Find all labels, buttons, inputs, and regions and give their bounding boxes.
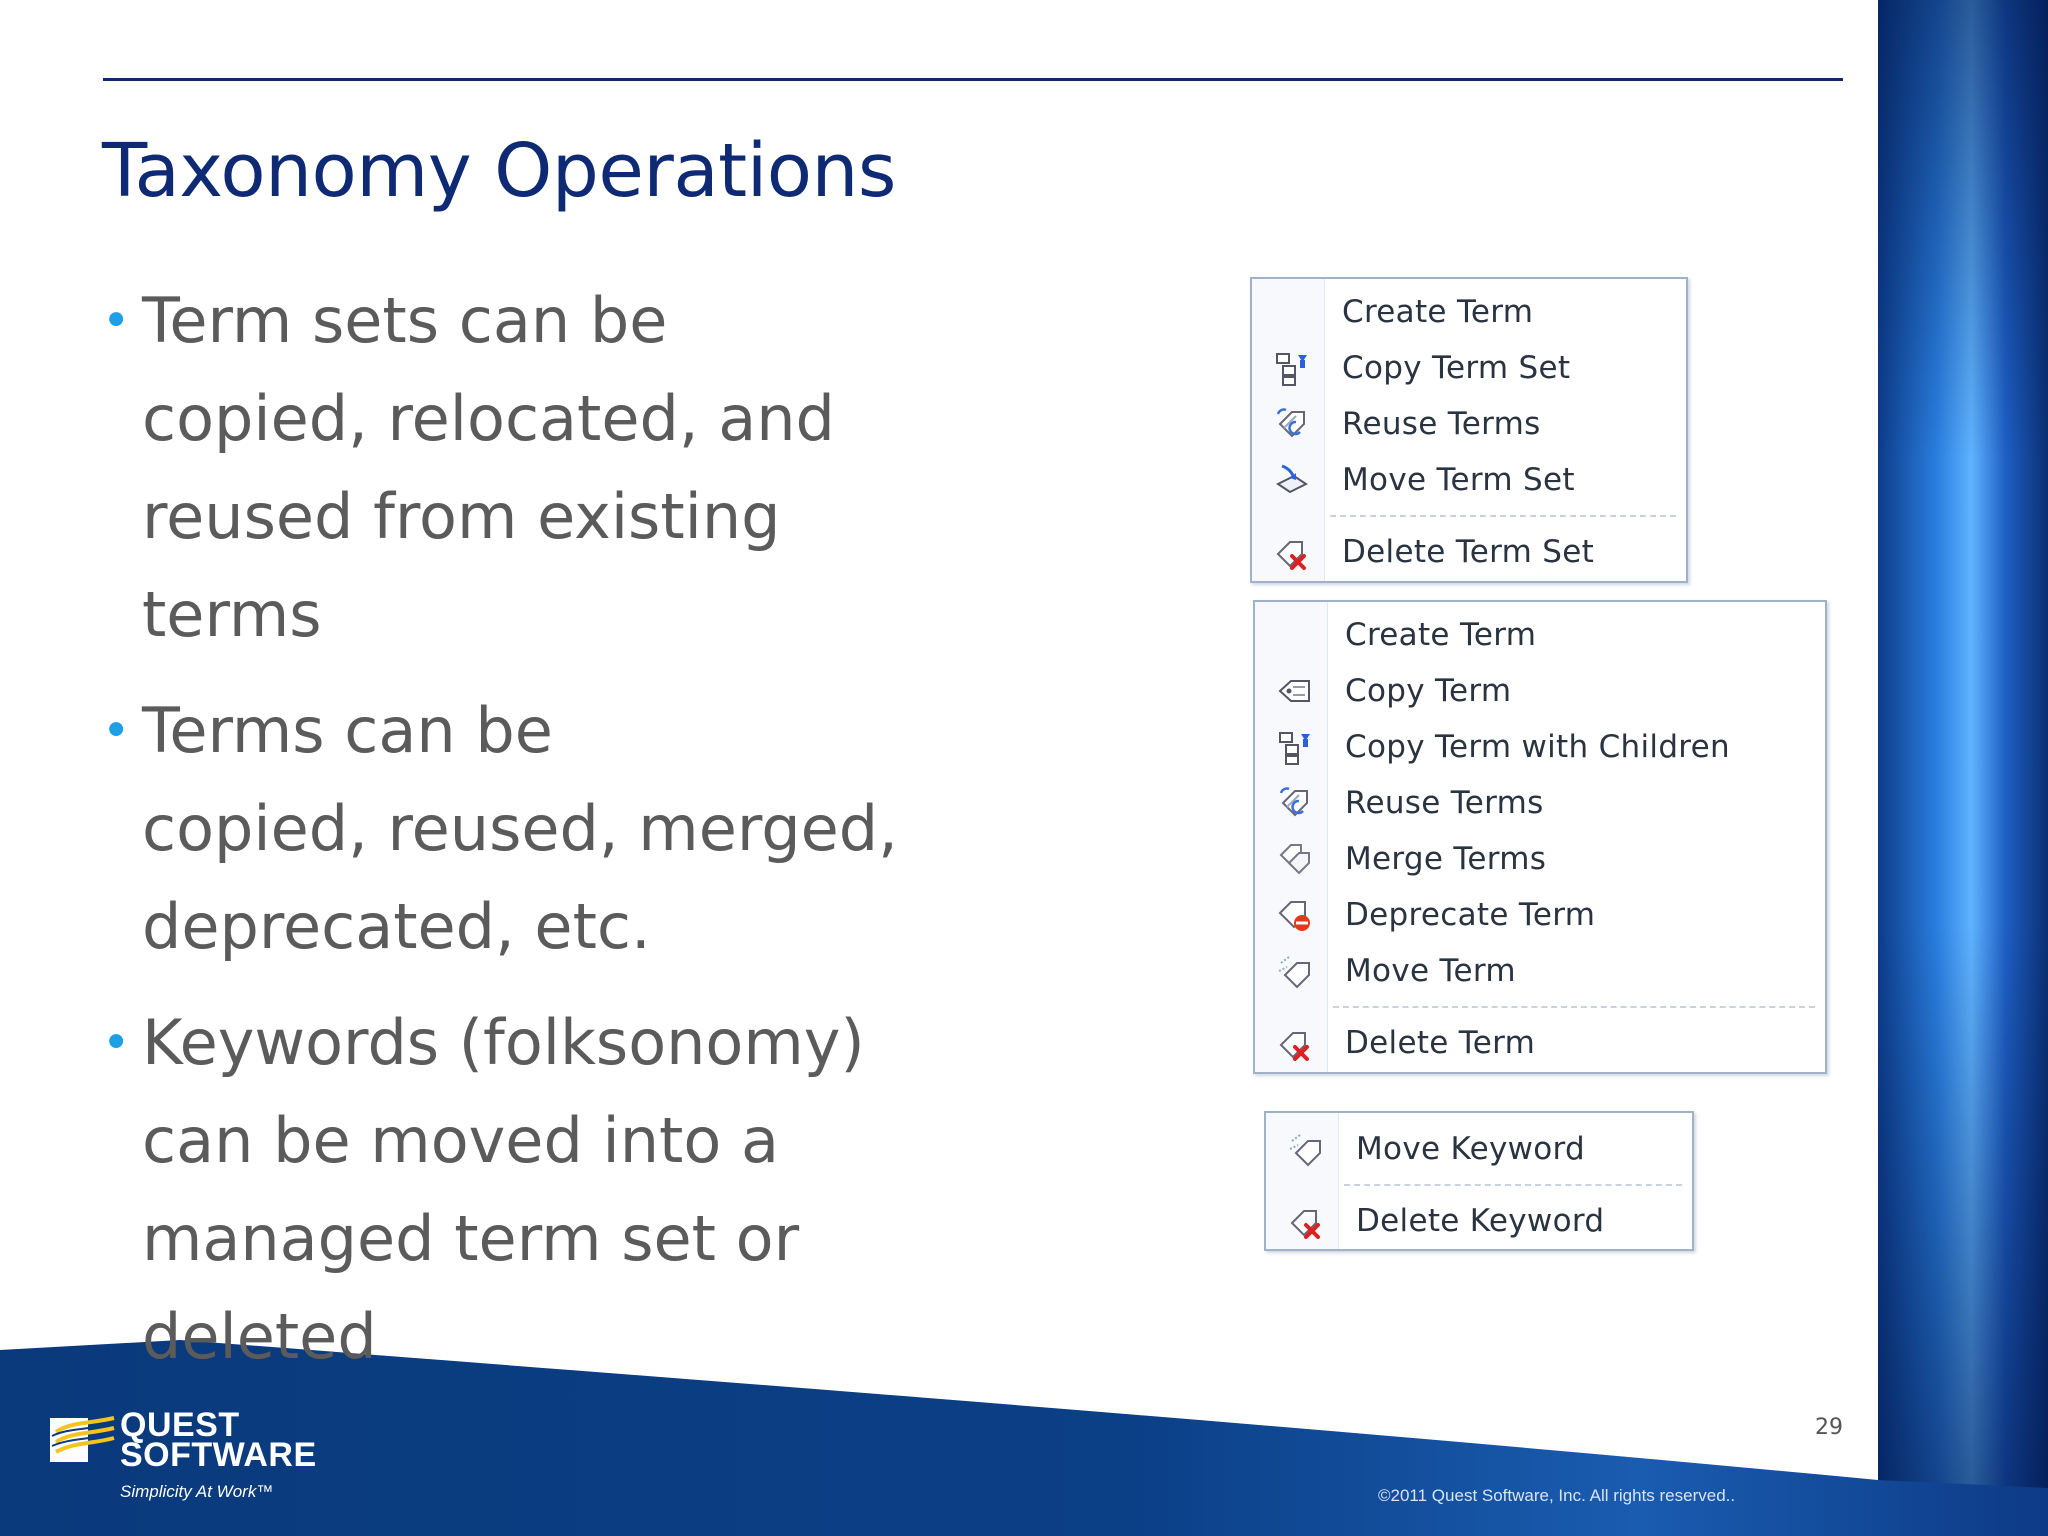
bullet-line: terms: [142, 578, 322, 651]
menu-item-create-term[interactable]: [1255, 607, 1825, 663]
menu-item-label: Copy Term Set: [1342, 350, 1571, 386]
move-term-set-icon: [1274, 462, 1310, 498]
menu-item-label: Reuse Terms: [1342, 406, 1541, 442]
menu-item-label: Move Term Set: [1342, 462, 1575, 498]
bullet-line: reused from existing: [142, 480, 781, 553]
menu-item-delete-term[interactable]: [1255, 1015, 1825, 1071]
page-number: 29: [1815, 1415, 1843, 1440]
right-decorative-band: [1878, 0, 2048, 1536]
bullet-line: Term sets can be: [142, 284, 668, 357]
bullet-line: deprecated, etc.: [142, 890, 651, 963]
menu-item-reuse-terms[interactable]: [1252, 396, 1686, 452]
bullet-line: Keywords (folksonomy): [142, 1006, 865, 1079]
term-context-menu: [1253, 600, 1827, 1074]
menu-item-label: Delete Term Set: [1342, 534, 1595, 570]
term-set-context-menu: [1250, 277, 1688, 583]
menu-item-move-term[interactable]: [1255, 943, 1825, 999]
quest-software-logo: [48, 1404, 368, 1514]
logo-tagline: Simplicity At Work™: [120, 1482, 274, 1501]
reuse-terms-icon: [1274, 406, 1310, 442]
delete-icon: [1277, 1025, 1313, 1061]
bullet-line: copied, relocated, and: [142, 382, 835, 455]
slide-title: Taxonomy Operations: [102, 128, 896, 214]
bullet-dot: •: [102, 703, 131, 759]
menu-item-create-term[interactable]: [1252, 284, 1686, 340]
delete-icon: [1288, 1203, 1324, 1239]
menu-item-label: Reuse Terms: [1345, 785, 1544, 821]
menu-item-merge-terms[interactable]: [1255, 831, 1825, 887]
copy-term-with-children-icon: [1277, 729, 1313, 765]
menu-separator: [1255, 999, 1825, 1015]
menu-item-label: Delete Term: [1345, 1025, 1536, 1061]
keyword-context-menu: [1264, 1111, 1694, 1251]
bullet-line: can be moved into a: [142, 1104, 779, 1177]
bullet-line: deleted: [142, 1300, 377, 1373]
menu-item-copy-term[interactable]: [1255, 663, 1825, 719]
bullet-line: Terms can be: [142, 694, 553, 767]
menu-item-copy-term-set[interactable]: [1252, 340, 1686, 396]
menu-item-copy-term-with-children[interactable]: [1255, 719, 1825, 775]
menu-item-label: Move Keyword: [1356, 1131, 1585, 1167]
merge-terms-icon: [1277, 841, 1313, 877]
menu-item-label: Copy Term: [1345, 673, 1512, 709]
move-keyword-icon: [1288, 1131, 1324, 1167]
deprecate-term-icon: [1277, 897, 1313, 933]
menu-item-deprecate-term[interactable]: [1255, 887, 1825, 943]
menu-item-label: Deprecate Term: [1345, 897, 1596, 933]
bullet-dot: •: [102, 293, 131, 349]
bullet-line: managed term set or: [142, 1202, 800, 1275]
move-term-icon: [1277, 953, 1313, 989]
copyright-notice: ©2011 Quest Software, Inc. All rights reserved..: [1378, 1486, 1736, 1505]
menu-item-label: Delete Keyword: [1356, 1203, 1605, 1239]
menu-item-label: Create Term: [1342, 294, 1534, 330]
title-rule: [103, 78, 1843, 81]
bullet-terms: [100, 682, 900, 976]
copy-term-set-icon: [1274, 350, 1310, 386]
bullet-list: [100, 272, 900, 1404]
menu-separator: [1266, 1177, 1692, 1193]
logo-line-2: SOFTWARE: [120, 1436, 317, 1474]
bullet-keywords: [100, 994, 900, 1386]
menu-item-delete-keyword[interactable]: [1266, 1193, 1692, 1249]
bullet-dot: •: [102, 1015, 131, 1071]
bullet-line: copied, reused, merged,: [142, 792, 898, 865]
menu-item-label: Create Term: [1345, 617, 1537, 653]
quest-logo-icon: [48, 1412, 118, 1472]
menu-item-label: Copy Term with Children: [1345, 729, 1730, 765]
bullet-term-sets: [100, 272, 900, 664]
menu-item-delete-term-set[interactable]: [1252, 524, 1686, 580]
reuse-terms-icon: [1277, 785, 1313, 821]
delete-icon: [1274, 534, 1310, 570]
menu-item-move-term-set[interactable]: [1252, 452, 1686, 508]
menu-item-reuse-terms[interactable]: [1255, 775, 1825, 831]
menu-separator: [1252, 508, 1686, 524]
copy-term-icon: [1277, 673, 1313, 709]
menu-item-move-keyword[interactable]: [1266, 1121, 1692, 1177]
menu-item-label: Merge Terms: [1345, 841, 1547, 877]
menu-item-label: Move Term: [1345, 953, 1516, 989]
logo-line-1: QUEST: [120, 1406, 240, 1444]
